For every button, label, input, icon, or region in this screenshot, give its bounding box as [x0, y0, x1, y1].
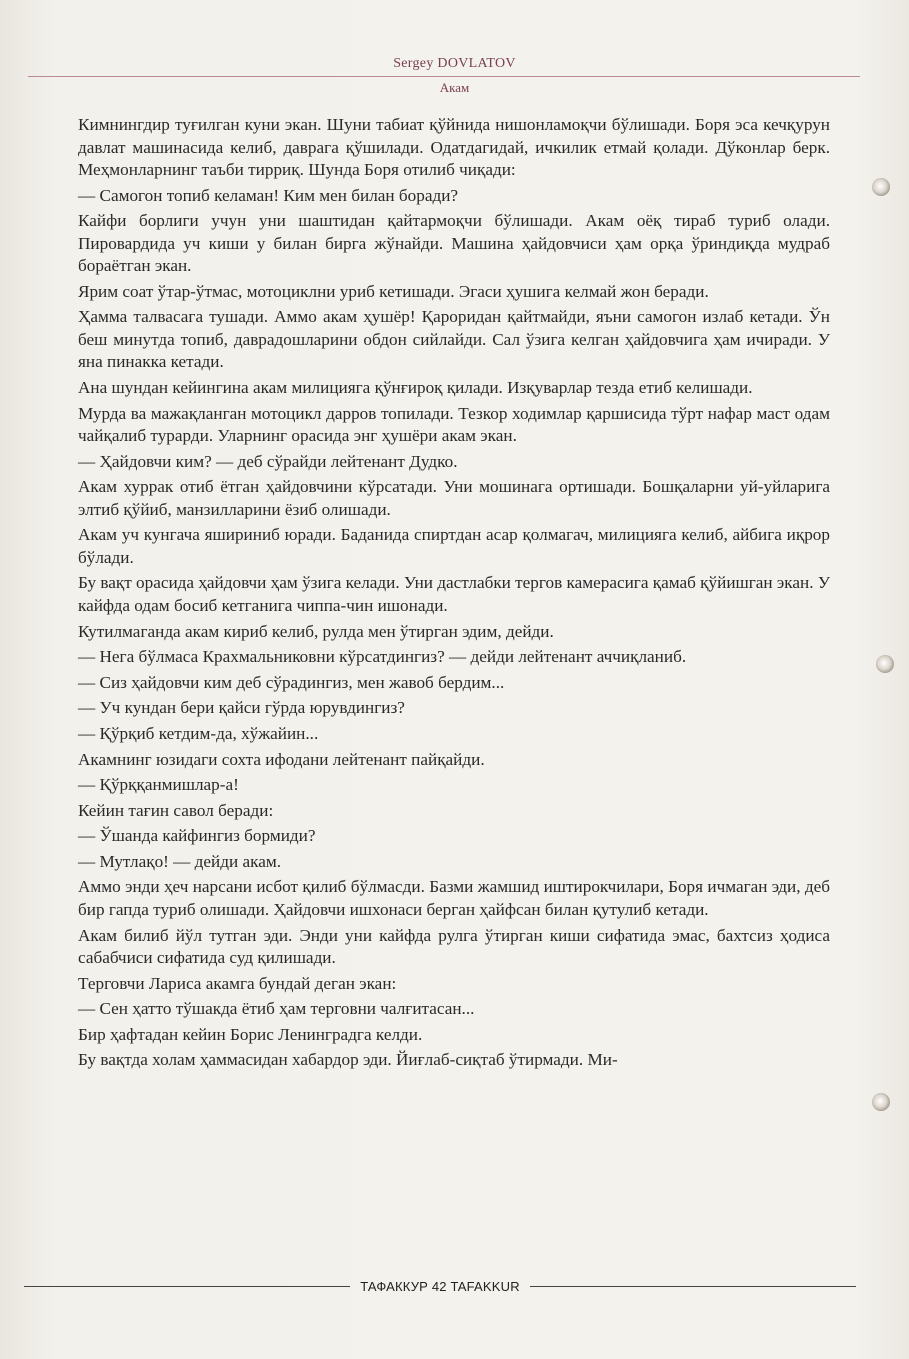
- paragraph: Бир ҳафтадан кейин Борис Ленинградга келди.: [78, 1024, 423, 1044]
- paragraph: Бу вақтда холам ҳаммасидан хабардор эди. Йиғлаб-сиқтаб ўтирмади. Ми-: [78, 1050, 618, 1070]
- footer-folio: ТАФАККУР 42 TAFAKKUR: [360, 1278, 520, 1294]
- paragraph: — Сен ҳатто тўшакда ётиб ҳам терговни чалғитасан...: [78, 999, 475, 1019]
- paragraph: Мурда ва мажақланган мотоцикл дарров топилади. Тезкор ходимлар қаршисида тўрт нафар маст одам чайқалиб турарди. Уларнинг орасида энг ҳушёри акам экан.: [78, 403, 830, 446]
- paragraph: Акам билиб йўл тутган эди. Энди уни кайфда рулга ўтирган киши сифатида эмас, бахтсиз ҳодиса сабабчиси сифатида суд қилишади.: [78, 925, 830, 968]
- paragraph: — Уч кундан бери қайси гўрда юрувдингиз?: [78, 698, 405, 718]
- binder-hole: [876, 655, 894, 673]
- paragraph: — Сиз ҳайдовчи ким деб сўрадингиз, мен жавоб бердим...: [78, 672, 505, 692]
- paragraph: — Ўшанда кайфингиз бормиди?: [78, 826, 316, 846]
- paragraph: Кимнингдир туғилган куни экан. Шуни табиат қўйнида нишонламоқчи бўлишади. Боря эса кечқурун давлат машинасида келиб, даврага қўшилади. Одатдагидай, ичкилик етмай қолади. Дўконлар берк. Меҳмонларнинг таъби тирриқ. Шунда Боря отилиб чиқади:: [78, 115, 830, 179]
- binder-hole: [872, 1093, 890, 1111]
- paragraph: Терговчи Лариса акамга бундай деган экан:: [78, 973, 397, 993]
- paragraph: Кейин тағин савол беради:: [78, 800, 274, 820]
- paragraph: — Мутлақо! — дейди акам.: [78, 851, 282, 871]
- paragraph: Ҳамма талвасага тушади. Аммо акам ҳушёр! Қароридан қайтмайди, яъни самогон излаб кетади. Ўн беш минутда топиб, даврадошларини обдон сийлайди. Сал ўзига келган ҳайдовчига ҳам ичиради. У яна пинакка кетади.: [78, 307, 830, 372]
- paragraph: — Самогон топиб келаман! Ким мен билан боради?: [78, 185, 459, 205]
- paragraph: Кайфи борлиги учун уни шаштидан қайтармоқчи бўлишади. Акам оёқ тираб туриб олади. Пировардида уч киши у билан бирга жўнайди. Машина ҳайдовчиси ҳам орқа ўриндиқда мудраб бораётган экан.: [78, 211, 830, 276]
- paragraph: — Қўрққанмишлар-а!: [78, 775, 239, 795]
- paragraph: Кутилмаганда акам кириб келиб, рулда мен ўтирган эдим, дейди.: [78, 621, 554, 641]
- paragraph: Акам уч кунгача яшириниб юради. Баданида спиртдан асар қолмагач, милицияга келиб, айбига иқрор бўлади.: [78, 525, 830, 567]
- paragraph: Ана шундан кейингина акам милицияга қўнғироқ қилади. Изқуварлар тезда етиб келишади.: [78, 377, 753, 397]
- page-footer: [24, 1277, 856, 1295]
- header-rule: [28, 76, 860, 77]
- paragraph: — Қўрқиб кетдим-да, хўжайин...: [78, 723, 319, 743]
- binder-hole: [872, 178, 890, 196]
- running-head-title: Акам: [439, 80, 470, 95]
- paragraph: Акамнинг юзидаги сохта ифодани лейтенант пайқайди.: [78, 749, 485, 769]
- running-head-author: Sergey DOVLATOV: [393, 56, 516, 71]
- paragraph: — Ҳайдовчи ким? — деб сўрайди лейтенант Дудко.: [78, 451, 458, 471]
- paragraph: Ярим соат ўтар-ўтмас, мотоциклни уриб кетишади. Эгаси ҳушига келмай жон беради.: [78, 281, 709, 301]
- footer-rule-left: [24, 1286, 350, 1287]
- paragraph: Аммо энди ҳеч нарсани исбот қилиб бўлмасди. Базми жамшид иштирокчилари, Боря ичмаган эди, деб бир гапда туриб олишади. Ҳайдовчи ишхонаси берган ҳайфсан билан қутулиб кетади.: [78, 877, 830, 919]
- paragraph: Бу вақт орасида ҳайдовчи ҳам ўзига келади. Уни дастлабки тергов камерасига қамаб қўйишган экан. У кайфда одам босиб кетганига чиппа-чин ишонади.: [78, 573, 830, 615]
- paragraph: — Нега бўлмаса Крахмальниковни кўрсатдингиз? — дейди лейтенант аччиқланиб.: [78, 647, 687, 667]
- paragraph: Акам хуррак отиб ётган ҳайдовчини кўрсатади. Уни мошинага ортишади. Бошқаларни уй-уйларига элтиб қўйиб, манзилларини ёзиб олишади.: [78, 477, 830, 519]
- article-body: [78, 114, 830, 1075]
- footer-rule-right: [530, 1286, 856, 1287]
